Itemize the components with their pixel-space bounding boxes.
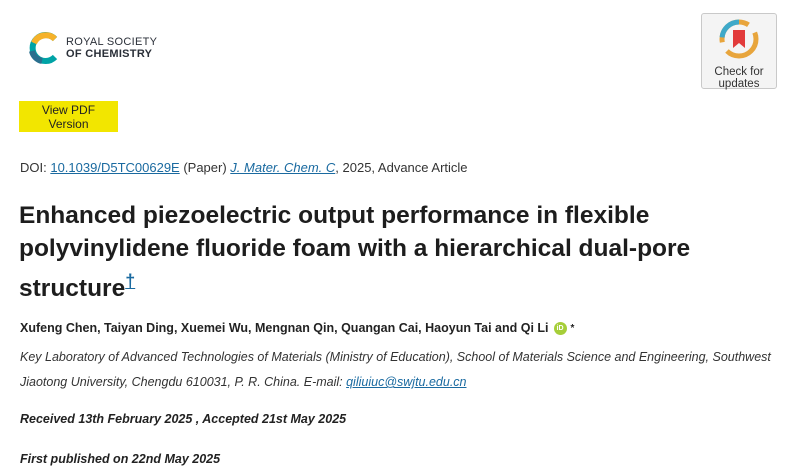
email-link[interactable]: qiliuiuc@swjtu.edu.cn [346,375,467,389]
orcid-icon[interactable]: iD [554,322,567,335]
author-list [20,321,574,335]
doi-suffix: , 2025, Advance Article [335,160,468,175]
crossmark-icon [719,19,759,59]
journal-link[interactable]: J. Mater. Chem. C [230,160,336,175]
doi-line [20,160,468,175]
doi-link[interactable]: 10.1039/D5TC00629E [50,160,180,175]
logo-line-1: ROYAL SOCIETY [66,36,158,48]
rsc-logo-icon [28,31,62,65]
affiliation-text: Key Laboratory of Advanced Technologies of Materials (Ministry of Education), School of Materials Science and Engineering, Southwest Jiaotong University, Chengdu 610031, P. R. China. E-mail: [20,350,771,389]
corresponding-author-mark: * [570,322,575,334]
affiliation [20,345,795,395]
article-title-text: Enhanced piezoelectric output performance in flexible polyvinylidene fluoride foam with a hierarchical dual-pore structure [19,202,691,303]
esi-dagger-link[interactable]: † [125,271,136,291]
doi-prefix: DOI: [20,160,51,175]
received-accepted-dates: Received 13th February 2025 , Accepted 21st May 2025 [20,412,347,426]
first-published-date: First published on 22nd May 2025 [20,452,221,466]
author-names: Xufeng Chen, Taiyan Ding, Xuemei Wu, Mengnan Qin, Quangan Cai, Haoyun Tai and Qi Li [20,321,549,335]
rsc-logo[interactable] [28,30,157,66]
updates-line-2: updates [718,78,760,90]
view-pdf-button[interactable]: View PDF Version [19,101,118,132]
updates-line-1: Check for [714,66,764,78]
check-for-updates-badge[interactable] [701,13,777,89]
logo-line-2: OF CHEMISTRY [66,48,153,60]
article-title [19,199,789,305]
rsc-logo-text [66,36,157,60]
article-type: (Paper) [179,160,231,175]
